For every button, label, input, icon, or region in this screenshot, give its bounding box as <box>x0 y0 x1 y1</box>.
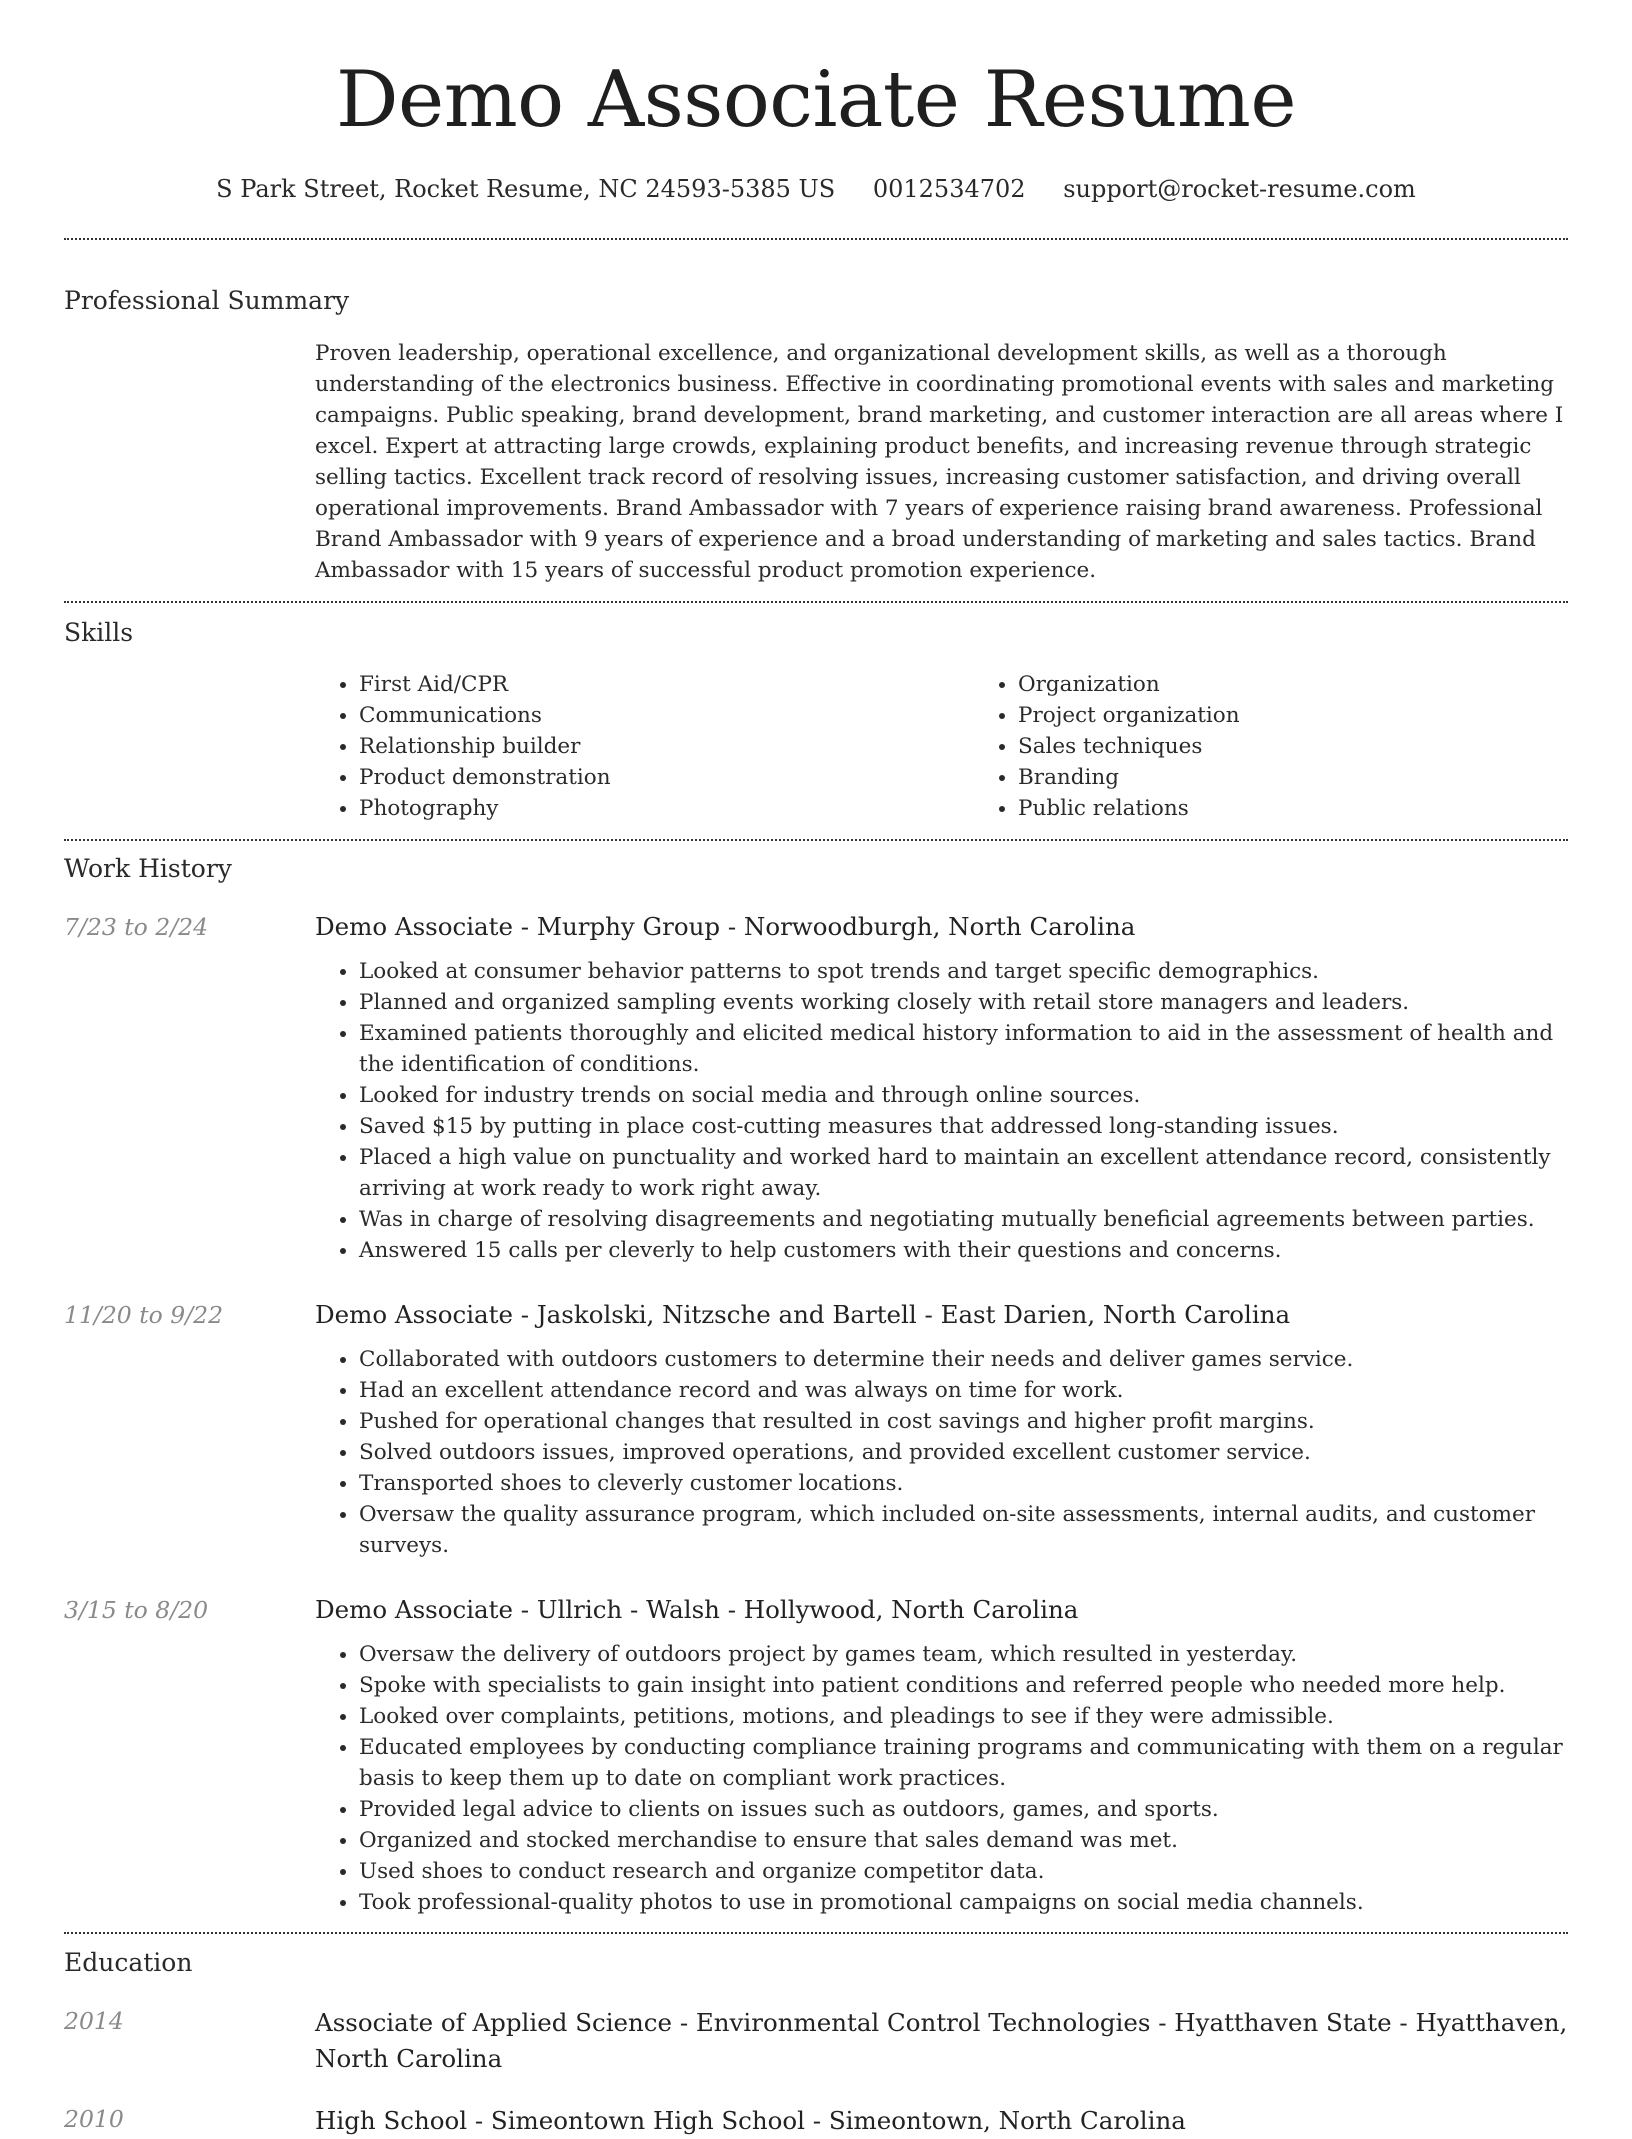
job-entry <box>64 1594 1568 1918</box>
job-dates: 7/23 to 2/24 <box>64 913 209 941</box>
job-bullet: • Oversaw the delivery of outdoors project by games team, which resulted in yesterday. <box>359 1639 1568 1670</box>
summary-text: Proven leadership, operational excellence, and organizational development skills, as well as a thorough understanding of the electronics business. Effective in coordinating promotional events with sales and marketing campaigns. Public speaking, brand development, brand marketing, and customer interaction are all areas where I excel. Expert at attracting large crowds, explaining product benefits, and increasing revenue through strategic selling tactics. Excellent track record of resolving issues, increasing customer satisfaction, and driving overall operational improvements. Brand Ambassador with 7 years of experience raising brand awareness. Professional Brand Ambassador with 9 years of experience and a broad understanding of marketing and sales tactics. Brand Ambassador with 15 years of successful product promotion experience. <box>315 341 1564 583</box>
job-bullet: • Placed a high value on punctuality and worked hard to maintain an excellent attendance record, consistently arriving at work ready to work right away. <box>359 1142 1568 1204</box>
education-entry <box>64 2103 1568 2139</box>
job-bullet: • Solved outdoors issues, improved operations, and provided excellent customer service. <box>359 1437 1568 1468</box>
skill-item: • Sales techniques <box>1018 731 1632 762</box>
job-bullet: • Looked at consumer behavior patterns to spot trends and target specific demographics. <box>359 956 1568 987</box>
education-year: 2010 <box>64 2105 124 2133</box>
job-bullet: • Pushed for operational changes that resulted in cost savings and higher profit margins. <box>359 1406 1568 1437</box>
skill-item: • Project organization <box>1018 700 1632 731</box>
job-bullets <box>315 956 1568 1266</box>
job-title: Demo Associate - Jaskolski, Nitzsche and Bartell - East Darien, North Carolina <box>315 1300 1291 1329</box>
section-divider <box>64 238 1568 240</box>
job-bullet: • Looked for industry trends on social media and through online sources. <box>359 1080 1568 1111</box>
job-bullet: • Spoke with specialists to gain insight into patient conditions and referred people who needed more help. <box>359 1670 1568 1701</box>
skill-item: • Branding <box>1018 762 1632 793</box>
job-bullet: • Oversaw the quality assurance program, which included on-site assessments, internal audits, and customer surveys. <box>359 1499 1568 1561</box>
education-section <box>64 1946 1568 2139</box>
job-entry <box>64 911 1568 1266</box>
contact-address: S Park Street, Rocket Resume, NC 24593-5385 US <box>216 175 836 203</box>
skills-list-right <box>974 669 1632 824</box>
summary-section <box>64 284 1568 586</box>
skill-item: • Photography <box>359 793 974 824</box>
job-title: Demo Associate - Murphy Group - Norwoodburgh, North Carolina <box>315 912 1136 941</box>
section-title-education: Education <box>64 1948 193 1977</box>
job-bullet: • Had an excellent attendance record and was always on time for work. <box>359 1375 1568 1406</box>
skill-item: • First Aid/CPR <box>359 669 974 700</box>
skill-item: • Product demonstration <box>359 762 974 793</box>
skill-item: • Communications <box>359 700 974 731</box>
education-year: 2014 <box>64 2007 124 2035</box>
job-bullet: • Answered 15 calls per cleverly to help customers with their questions and concerns. <box>359 1235 1568 1266</box>
job-bullet: • Saved $15 by putting in place cost-cutting measures that addressed long-standing issues. <box>359 1111 1568 1142</box>
work-section <box>64 852 1568 1918</box>
job-bullets <box>315 1344 1568 1561</box>
section-title-skills: Skills <box>64 618 134 647</box>
job-bullet: • Educated employees by conducting compliance training programs and communicating with them on a regular basis to keep them up to date on compliant work practices. <box>359 1732 1568 1794</box>
skill-item: • Public relations <box>1018 793 1632 824</box>
contact-line <box>64 172 1568 206</box>
job-bullet: • Collaborated with outdoors customers to determine their needs and deliver games service. <box>359 1344 1568 1375</box>
contact-phone: 0012534702 <box>872 175 1026 203</box>
skill-item: • Organization <box>1018 669 1632 700</box>
job-bullet: • Examined patients thoroughly and elicited medical history information to aid in the assessment of health and the identification of conditions. <box>359 1018 1568 1080</box>
skill-item: • Relationship builder <box>359 731 974 762</box>
job-bullet: • Planned and organized sampling events working closely with retail store managers and leaders. <box>359 987 1568 1018</box>
education-entry <box>64 2005 1568 2077</box>
job-dates: 11/20 to 9/22 <box>64 1301 224 1329</box>
job-bullets <box>315 1639 1568 1918</box>
job-entry <box>64 1299 1568 1561</box>
resume-name: Demo Associate Resume <box>336 55 1296 145</box>
skills-section <box>64 616 1568 824</box>
job-bullet: • Transported shoes to cleverly customer locations. <box>359 1468 1568 1499</box>
job-bullet: • Organized and stocked merchandise to ensure that sales demand was met. <box>359 1825 1568 1856</box>
section-divider <box>64 839 1568 841</box>
section-divider <box>64 1932 1568 1934</box>
education-text: High School - Simeontown High School - Simeontown, North Carolina <box>315 2106 1186 2135</box>
job-title: Demo Associate - Ullrich - Walsh - Hollywood, North Carolina <box>315 1595 1079 1624</box>
job-bullet: • Looked over complaints, petitions, motions, and pleadings to see if they were admissible. <box>359 1701 1568 1732</box>
job-bullet: • Provided legal advice to clients on issues such as outdoors, games, and sports. <box>359 1794 1568 1825</box>
job-bullet: • Took professional-quality photos to use in promotional campaigns on social media channels. <box>359 1887 1568 1918</box>
summary-spacer <box>64 338 315 586</box>
section-divider <box>64 601 1568 603</box>
section-title-work: Work History <box>64 854 232 883</box>
skills-list-left <box>315 669 974 824</box>
job-dates: 3/15 to 8/20 <box>64 1596 209 1624</box>
contact-email: support@rocket-resume.com <box>1063 175 1416 203</box>
education-text: Associate of Applied Science - Environmental Control Technologies - Hyatthaven State - Hyatthaven, North Carolina <box>315 2008 1568 2073</box>
job-bullet: • Was in charge of resolving disagreements and negotiating mutually beneficial agreements between parties. <box>359 1204 1568 1235</box>
job-bullet: • Used shoes to conduct research and organize competitor data. <box>359 1856 1568 1887</box>
section-title-summary: Professional Summary <box>64 286 350 315</box>
skills-spacer <box>64 669 315 824</box>
